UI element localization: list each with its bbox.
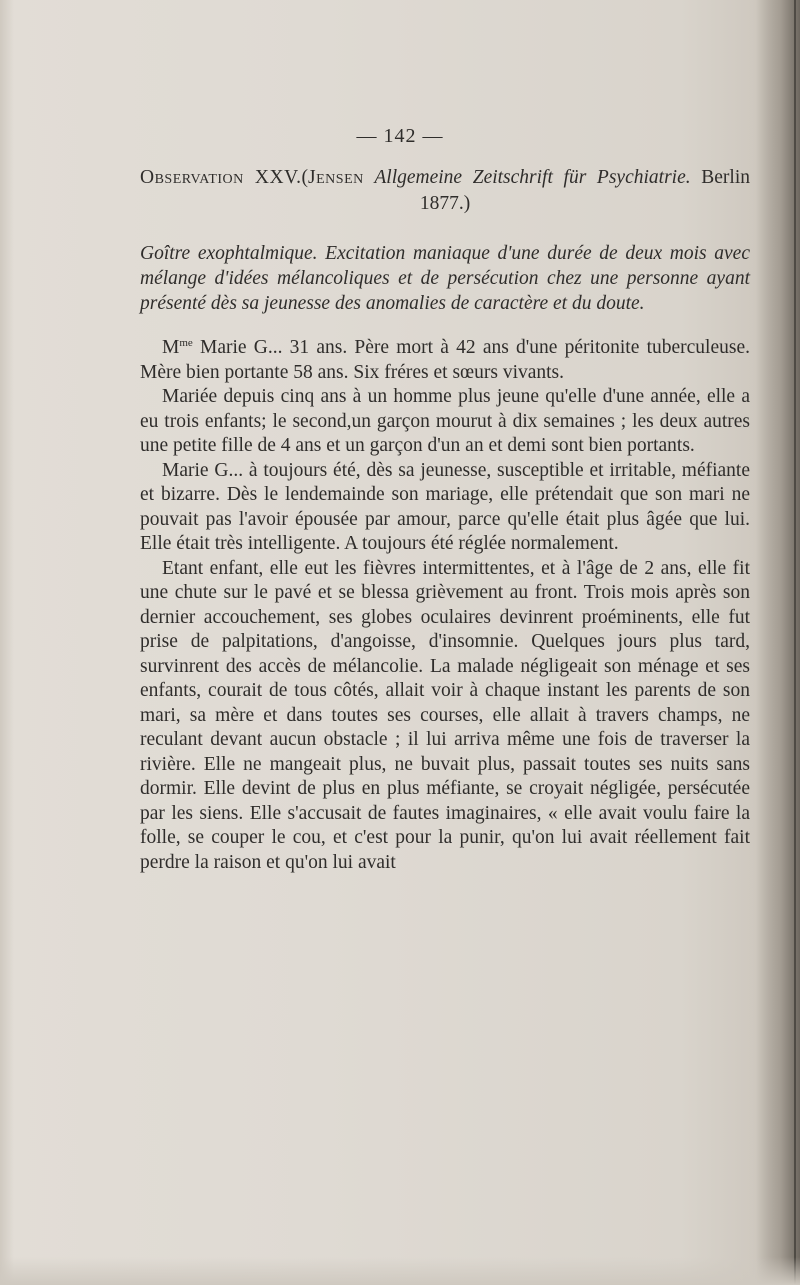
page-number: — 142 — (356, 125, 444, 147)
author-name: Jensen (308, 167, 364, 188)
observation-label: Observation XXV. (140, 167, 302, 188)
case-body (140, 336, 750, 875)
patient-paragraph (140, 336, 750, 385)
paragraph-marriage: Mariée depuis cinq ans à un homme plus jeune qu'elle d'une année, elle a eu trois enfants; le second,un garçon mourut à dix semaines ; les deux autres une petite fille de 4 ans et un garçon d'un an et demi sont bien portants. (140, 386, 750, 456)
paragraph-character: Marie G... à toujours été, dès sa jeunesse, susceptible et irritable, méfiante et bizarre. Dès le lendemainde son mariage, elle prétendait que son mari ne pouvait pas l'avoir épousée par amour, parce qu'elle était plus âgée que lui. Elle était très intelligente. A toujours été réglée normalement. (140, 459, 750, 554)
patient-prefix: M (162, 337, 180, 358)
page-left-edge (0, 0, 14, 1285)
place-year: Berlin 1877.) (419, 167, 751, 214)
journal-title: Allgemeine Zeitschrift für Psychiatrie. (374, 167, 691, 188)
patient-text: Marie G... 31 ans. Père mort à 42 ans d'une péritonite tuberculeuse. Mère bien portante 58 ans. Six fréres et sœurs vivants. (140, 337, 750, 383)
page-edge-line (794, 0, 796, 1285)
open-paren: ( (301, 167, 309, 188)
patient-prefix-sup: me (179, 337, 193, 349)
observation-heading (140, 165, 750, 217)
page-content (140, 165, 750, 875)
page-bottom-edge (0, 1257, 800, 1285)
paragraph-history: Etant enfant, elle eut les fièvres intermittentes, et à l'âge de 2 ans, elle fit une chute sur le pavé et se blessa grièvement au front. Trois mois après son dernier accouchement, ses globes oculaires devinrent proéminents, elle fut prise de palpitations, d'angoisse, d'insomnie. Quelques jours plus tard, survinrent des accès de mélancolie. La malade négligeait son ménage et ses enfants, courait de tous côtés, allait voir à chaque instant les parents de son mari, sa mère et dans toutes ses courses, elle allait à travers champs, ne reculant devant aucun obstacle ; il lui arriva même une fois de traverser la rivière. Elle ne mangeait plus, ne buvait plus, passait toutes ses nuits sans dormir. Elle devint de plus en plus méfiante, se croyait négligée, persécutée par les siens. Elle s'accusait de fautes imaginaires, « elle avait voulu faire la folle, se couper le cou, et c'est pour la punir, qu'on lui avait réellement fait perdre la raison et qu'on lui avait (140, 557, 750, 873)
case-summary: Goître exophtalmique. Excitation maniaque d'une durée de deux mois avec mélange d'idées mélancoliques et de persécution chez une personne ayant présenté dès sa jeunesse des anomalies de caractère et du doute. (140, 243, 750, 314)
